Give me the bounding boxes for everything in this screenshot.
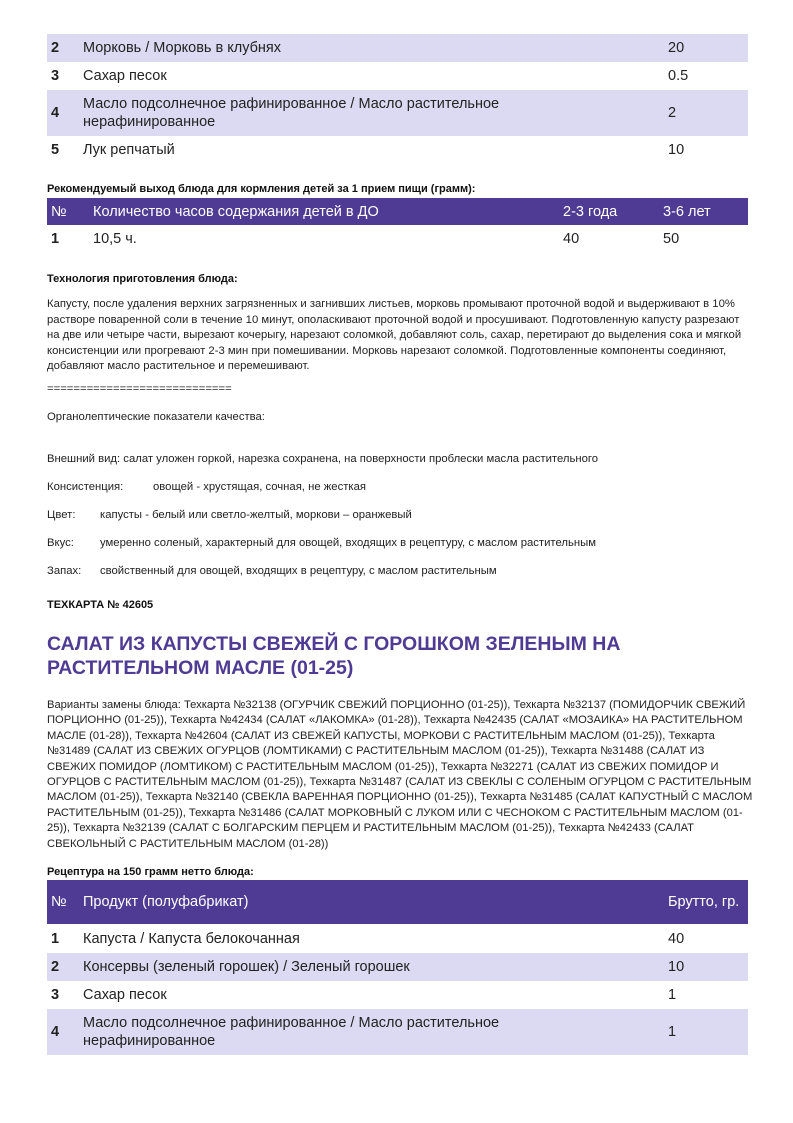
consistency-value: овощей - хрустящая, сочная, не жесткая <box>153 481 367 493</box>
consistency-label: Консистенция: <box>47 481 124 493</box>
table-row <box>47 62 748 90</box>
ingredients-table-top <box>47 34 748 164</box>
table-row <box>47 34 748 62</box>
row-product: Морковь / Морковь в клубнях <box>79 34 668 62</box>
table-row <box>47 1009 748 1055</box>
header-product: Продукт (полуфабрикат) <box>79 880 668 924</box>
row-number: 1 <box>51 230 60 247</box>
substitution-variants: Варианты замены блюда: Техкарта №32138 (ОГУРЧИК СВЕЖИЙ ПОРЦИОННО (01-25)), Техкарта №32137 (ПОМИДОРЧИК СВЕЖИЙ ПОРЦИОННО (01-25)), Техкарта №42434 (САЛАТ «ЛАКОМКА» (01-28)), Техкарта №42435 (САЛАТ «МОЗАИКА» НА РАСТИТЕЛЬНОМ МАСЛЕ (01-28)), Техкарта №42604 (САЛАТ ИЗ СВЕЖЕЙ КАПУСТЫ, МОРКОВИ С РАСТИТЕЛЬНЫМ МАСЛОМ (01-25)), Техкарта №31489 (САЛАТ ИЗ СВЕЖИХ ОГУРЦОВ (ЛОМТИКАМИ) С РАСТИТЕЛЬНЫМ МАСЛОМ (01-25)), Техкарта №31488 (САЛАТ ИЗ СВЕЖИХ ПОМИДОР (ЛОМТИКОМ) С РАСТИТЕЛЬНЫМ МАСЛОМ (01-25)), Техкарта №32271 (САЛАТ ИЗ СВЕЖИХ ПОМИДОР И ОГУРЦОВ С РАСТИТЕЛЬНЫМ МАСЛОМ (01-25)), Техкарта №31487 (САЛАТ ИЗ СВЕКЛЫ С СОЛЕНЫМ ОГУРЦОМ С РАСТИТЕЛЬНЫМ МАСЛОМ (01-25)), Техкарта №32140 (СВЕКЛА ВАРЕННАЯ ПОРЦИОННО (01-25)), Техкарта №31485 (САЛАТ КАПУСТНЫЙ С МАСЛОМ РАСТИТЕЛЬНЫМ (01-25)), Техкарта №31486 (САЛАТ МОРКОВНЫЙ С ЛУКОМ ИЛИ С ЧЕСНОКОМ С РАСТИТЕЛЬНЫМ МАСЛОМ (01-25)), Техкарта №32139 (САЛАТ С БОЛГАРСКИМ ПЕРЦЕМ И РАСТИТЕЛЬНЫМ МАСЛОМ (01-25)), Техкарта №42433 (САЛАТ СВЕКОЛЬНЫЙ С РАСТИТЕЛЬНЫМ МАСЛОМ (01-28)) <box>47 699 753 850</box>
smell-value: свойственный для овощей, входящих в рецептуру, с маслом растительным <box>100 565 497 577</box>
row-value: 20 <box>668 34 748 62</box>
row-product: Лук репчатый <box>83 142 175 158</box>
row-age-3-6: 50 <box>663 230 680 247</box>
organoleptic-title: Органолептические показатели качества: <box>47 411 265 423</box>
row-value: 1 <box>668 1009 748 1055</box>
color-value: капусты - белый или светло-желтый, моркови – оранжевый <box>100 509 412 521</box>
row-product: Масло подсолнечное рафинированное / Масло растительное нерафинированное <box>79 1009 668 1055</box>
header-number: № <box>47 198 89 225</box>
table-row <box>47 924 748 953</box>
row-product: Сахар песок <box>83 987 167 1003</box>
color-label: Цвет: <box>47 509 76 521</box>
appearance-line: Внешний вид: салат уложен горкой, нарезка сохранена, на поверхности проблески масла растительного <box>47 453 599 465</box>
table-row <box>47 225 748 252</box>
taste-line <box>47 536 596 552</box>
yield-table <box>47 198 748 252</box>
separator: ============================ <box>47 383 232 395</box>
row-value: 2 <box>668 90 748 136</box>
recipe-table <box>47 880 748 1055</box>
color-line <box>47 508 412 524</box>
header-age-3-6: 3-6 лет <box>659 198 748 225</box>
row-number: 3 <box>51 987 60 1003</box>
row-age-2-3: 40 <box>563 230 580 247</box>
dish-title-line-2: РАСТИТЕЛЬНОМ МАСЛЕ (01-25) <box>47 657 354 679</box>
row-number: 5 <box>51 142 60 158</box>
recipe-caption: Рецептура на 150 грамм нетто блюда: <box>47 866 254 878</box>
row-product: Масло подсолнечное рафинированное / Масло растительное нерафинированное <box>79 90 668 136</box>
table-header-row <box>47 880 748 924</box>
row-number: 2 <box>47 34 79 62</box>
smell-label: Запах: <box>47 565 82 577</box>
row-product: Сахар песок <box>83 68 167 84</box>
taste-value: умеренно соленый, характерный для овощей, входящих в рецептуру, с маслом растительным <box>100 537 596 549</box>
table-row <box>47 953 748 981</box>
row-number: 1 <box>51 930 60 947</box>
row-hours: 10,5 ч. <box>93 230 137 247</box>
header-gross: Брутто, гр. <box>668 880 748 924</box>
technology-title: Технология приготовления блюда: <box>47 273 238 285</box>
header-age-2-3: 2-3 года <box>559 198 659 225</box>
row-value: 10 <box>668 953 748 981</box>
row-value: 40 <box>668 930 685 947</box>
dish-title-line-1: САЛАТ ИЗ КАПУСТЫ СВЕЖЕЙ С ГОРОШКОМ ЗЕЛЕНЫМ НА <box>47 633 621 655</box>
row-product: Консервы (зеленый горошек) / Зеленый горошек <box>79 953 668 981</box>
consistency-line <box>47 480 366 496</box>
table-header-row <box>47 198 748 225</box>
row-product: Капуста / Капуста белокочанная <box>83 930 300 947</box>
row-value: 1 <box>668 987 677 1003</box>
table-row <box>47 90 748 136</box>
table-row <box>47 136 748 164</box>
taste-label: Вкус: <box>47 537 74 549</box>
card-number: ТЕХКАРТА № 42605 <box>47 599 154 611</box>
row-number: 4 <box>47 90 79 136</box>
row-number: 3 <box>51 68 60 84</box>
yield-caption: Рекомендуемый выход блюда для кормления детей за 1 прием пищи (грамм): <box>47 183 476 195</box>
header-number: № <box>47 880 79 924</box>
row-value: 10 <box>668 142 685 158</box>
smell-line <box>47 564 497 580</box>
header-hours: Количество часов содержания детей в ДО <box>89 198 559 225</box>
row-number: 2 <box>47 953 79 981</box>
table-row <box>47 981 748 1009</box>
row-number: 4 <box>47 1009 79 1055</box>
dish-title <box>47 632 620 680</box>
row-value: 0.5 <box>668 68 689 84</box>
technology-text: Капусту, после удаления верхних загрязненных и загнивших листьев, морковь промывают проточной водой и выдерживают в 10% растворе поваренной соли в течение 10 минут, ополаскивают проточной водой и просушивают. Подготовленную капусту разрезают на две или четыре части, вырезают кочерыгу, нарезают соломкой, добавляют соль, сахар, перетирают до выделения сока и мягкой консистенции или прогревают 2-3 мин при помешивании. Морковь нарезают соломкой. Подготовленные компоненты соединяют, добавляют масло растительное и перемешивают. <box>47 298 742 372</box>
